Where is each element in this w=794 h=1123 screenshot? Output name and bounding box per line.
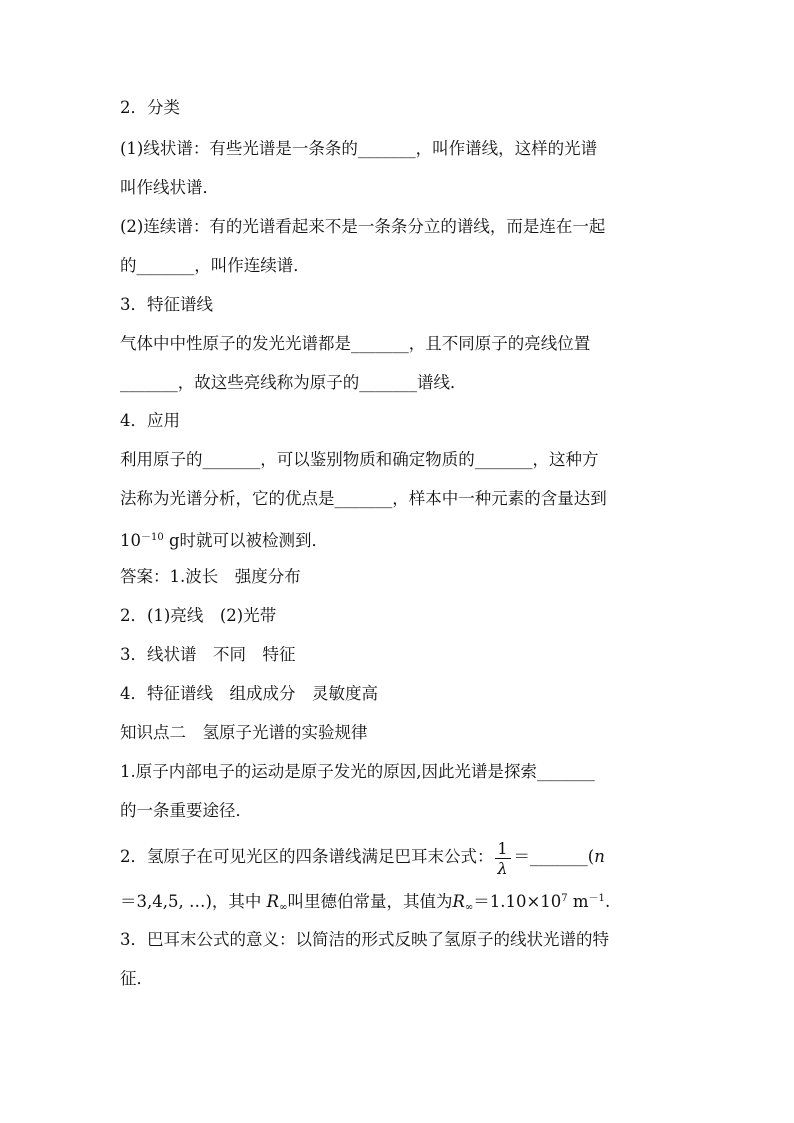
paragraph-line: _______，故这些亮线称为原子的_______谱线．	[120, 373, 467, 392]
formula-line	[120, 839, 605, 878]
power-exponent: －10	[141, 532, 164, 543]
answer-line: 答案：1.波长 强度分布	[120, 567, 301, 586]
formula-line-2	[120, 888, 610, 919]
power-base: 10	[120, 531, 141, 550]
section-heading: 知识点二 氢原子光谱的实验规律	[120, 723, 368, 742]
variable-n: n	[594, 847, 605, 866]
paragraph-line: 叫作线状谱．	[120, 178, 219, 197]
exponent-minus-one: －1	[588, 893, 605, 904]
paragraph-line: 气体中中性原子的发光光谱都是_______，且不同原子的亮线位置	[120, 334, 591, 353]
paragraph-line: 的_______，叫作连续谱．	[120, 256, 310, 275]
paragraph-line: 利用原子的_______，可以鉴别物质和确定物质的_______，这种方	[120, 450, 599, 469]
formula-text: .	[604, 892, 611, 911]
fraction-one-over-lambda	[495, 840, 511, 879]
formula-suffix: ＝_______(	[513, 847, 595, 866]
paragraph-line: 的一条重要途径．	[120, 801, 252, 820]
heading-classification: 2．分类	[120, 98, 180, 117]
infinity-subscript: ∞	[279, 902, 288, 913]
formula-prefix: 2．氢原子在可见光区的四条谱线满足巴耳末公式：	[120, 847, 494, 866]
paragraph-line	[120, 527, 328, 552]
rydberg-symbol: R	[452, 892, 465, 911]
formula-text: ＝3,4,5, …)，其中	[120, 892, 267, 911]
paragraph-line: 3．巴耳末公式的意义：以简洁的形式反映了氢原子的线状光谱的特	[120, 930, 609, 949]
answer-line: 4．特征谱线 组成成分 灵敏度高	[120, 684, 378, 703]
fraction-denominator: λ	[497, 859, 508, 878]
answer-line: 2．(1)亮线 (2)光带	[120, 606, 277, 625]
formula-text: ＝1.10×10	[473, 892, 562, 911]
rydberg-symbol: R	[266, 892, 280, 911]
paragraph-line: 法称为光谱分析，它的优点是_______，样本中一种元素的含量达到	[120, 489, 607, 508]
fraction-numerator: 1	[495, 840, 511, 859]
formula-text: m	[567, 892, 589, 911]
infinity-subscript: ∞	[464, 902, 474, 913]
formula-text: 叫里德伯常量，其值为	[287, 892, 453, 911]
paragraph-line: 征．	[120, 969, 153, 988]
exponent-7: 7	[561, 893, 568, 904]
paragraph-line: (2)连续谱：有的光谱看起来不是一条条分立的谱线，而是连在一起	[120, 217, 606, 236]
answer-line: 3．线状谱 不同 特征	[120, 645, 296, 664]
heading-application: 4．应用	[120, 411, 180, 430]
paragraph-line: (1)线状谱：有些光谱是一条条的_______，叫作谱线，这样的光谱	[120, 139, 598, 158]
paragraph-line: 1.原子内部电子的运动是原子发光的原因,因此光谱是探索_______	[120, 762, 595, 781]
heading-characteristic-lines: 3．特征谱线	[120, 295, 213, 314]
power-rest: g时就可以被检测到．	[163, 531, 329, 550]
